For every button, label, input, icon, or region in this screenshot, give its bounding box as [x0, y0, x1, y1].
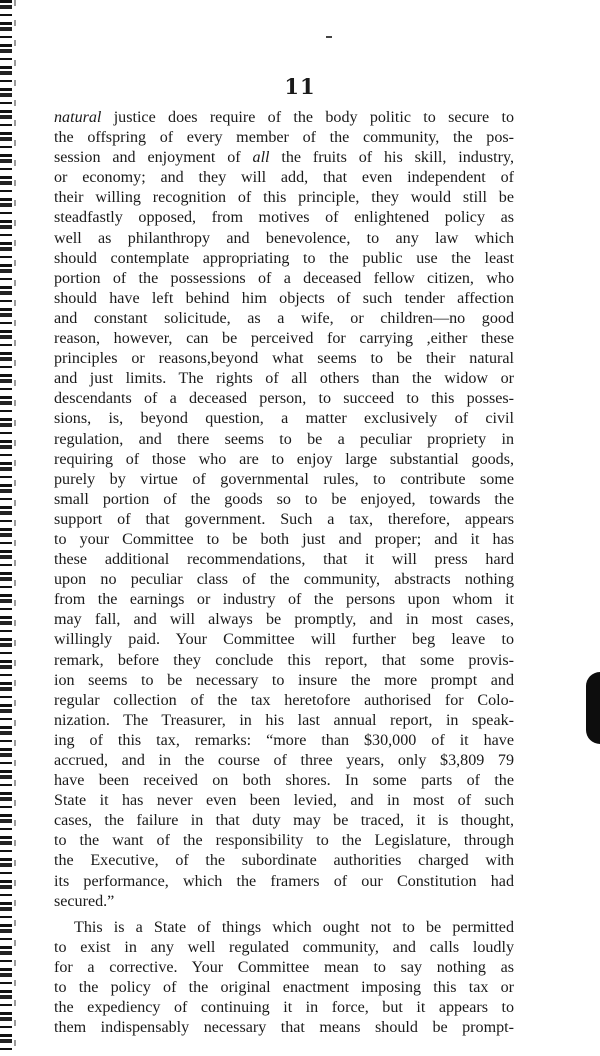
text-line: natural justice does require of the body politic to secure to — [54, 109, 514, 126]
text-line: nization. The Treasurer, in his last annual report, in speak- — [54, 711, 514, 729]
text-line: their willing recognition of this principle, they would still be — [54, 189, 514, 207]
text-line: State it has never even been levied, and in most of such — [54, 792, 514, 810]
text-line: support of that government. Such a tax, therefore, appears — [54, 510, 514, 528]
text-line: descendants of a deceased person, to succeed to this posses- — [54, 390, 514, 408]
text-line: upon no peculiar class of the community, abstracts nothing — [54, 571, 514, 589]
text-line: or economy; and they will add, that even independent of — [54, 169, 514, 187]
text-line: requiring of those who are to enjoy large substantial goods, — [54, 450, 514, 468]
text-line: small portion of the goods so to be enjoyed, towards the — [54, 490, 514, 508]
page-number: 11 — [284, 74, 316, 99]
text-line: secured.” — [54, 892, 115, 910]
text-line: and constant solicitude, as a wife, or children—no good — [54, 309, 514, 327]
edge-blot — [586, 672, 600, 744]
text-line: remark, before they conclude this report, that some provis- — [54, 651, 514, 669]
text-line: steadfastly opposed, from motives of enlightened policy as — [54, 209, 514, 227]
emphasis: all — [252, 149, 270, 167]
text-line: to exist in any well regulated community, and calls loudly — [54, 938, 514, 956]
text-line: regular collection of the tax heretofore authorised for Colo- — [54, 691, 514, 709]
text-line: and just limits. The rights of all others than the widow or — [54, 370, 514, 388]
text-line: principles or reasons,beyond what seems to be their natural — [54, 350, 514, 368]
text-line: ion seems to be necessary to insure the more prompt and — [54, 671, 514, 689]
text-line: should have left behind him objects of such tender affection — [54, 289, 514, 307]
page-mark — [326, 36, 332, 38]
text-line: its performance, which the framers of our Constitution had — [54, 872, 514, 890]
text-line: to the policy of the original enactment imposing this tax or — [54, 979, 514, 997]
text-line: them indispensably necessary that means should be prompt- — [54, 1019, 514, 1037]
text-line: the Executive, of the subordinate authorities charged with — [54, 852, 514, 870]
text-line: the expediency of continuing it in force, but it appears to — [54, 999, 514, 1017]
emphasis: natural — [54, 109, 102, 126]
text-line: purely by virtue of governmental rules, to contribute some — [54, 470, 514, 488]
text-line: have been received on both shores. In some parts of the — [54, 772, 514, 790]
text-line: these additional recommendations, that it will press hard — [54, 551, 514, 569]
text-line: well as philanthropy and benevolence, to any law which — [54, 229, 514, 247]
text-line: ing of this tax, remarks: “more than $30,000 of it have — [54, 731, 514, 749]
text-line: regulation, and there seems to be a peculiar propriety in — [54, 430, 514, 448]
text-line: accrued, and in the course of three years, only $3,809 79 — [54, 752, 514, 769]
text-line: should contemplate appropriating to the public use the least — [54, 249, 514, 267]
text-line: to the want of the responsibility to the Legislature, through — [54, 832, 514, 850]
binding-shadow — [14, 0, 16, 1056]
text-line: willingly paid. Your Committee will further beg leave to — [54, 631, 514, 649]
text-line: cases, the failure in that duty may be traced, it is thought, — [54, 812, 514, 830]
text-line: portion of the possessions of a deceased fellow citizen, who — [54, 269, 514, 287]
text-line: This is a State of things which ought not to be permitted — [74, 918, 514, 936]
text-line: to your Committee to be both just and proper; and it has — [54, 530, 514, 548]
text-line: session and enjoyment of all the fruits of his skill, industry, — [54, 149, 514, 167]
text-line: may fall, and will always be promptly, and in most cases, — [54, 611, 514, 629]
binding-edge — [0, 0, 12, 1056]
body-text — [54, 108, 514, 1038]
text-line: the offspring of every member of the community, the pos- — [54, 129, 514, 147]
text-line: reason, however, can be perceived for carrying ,either these — [54, 330, 514, 348]
text-line: for a corrective. Your Committee mean to say nothing as — [54, 958, 514, 976]
text-line: sions, is, beyond question, a matter exclusively of civil — [54, 410, 514, 428]
text-line: from the earnings or industry of the persons upon whom it — [54, 591, 514, 609]
